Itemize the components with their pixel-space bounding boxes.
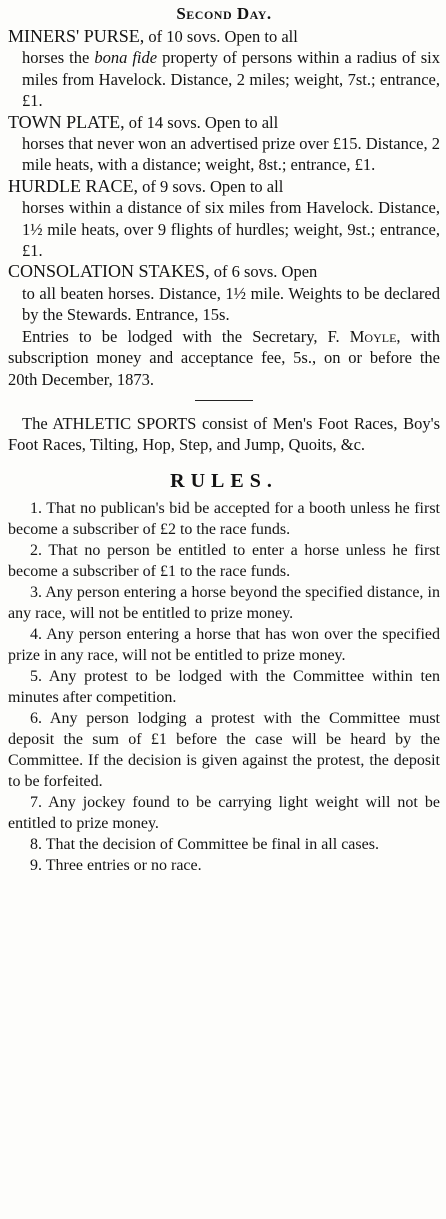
rule-item: 3. Any person entering a horse beyond the specified distance, in any race, will not be entitled to prize money. <box>8 583 440 622</box>
race-body-text: horses within a distance of six miles from Havelock. Distance, 1½ mile heats, over 9 flights of hurdles; weight, 9st.; entrance, £1. <box>22 198 440 261</box>
race-line1: of 14 sovs. Open to all <box>124 112 279 132</box>
race-body <box>8 283 440 326</box>
race-body-text: horses that never won an advertised prize over £15. Distance, 2 mile heats, with a distance; weight, 8st.; entrance, £1. <box>22 134 440 175</box>
race-line1: of 6 sovs. Open <box>209 262 318 282</box>
race-title: CONSOLATION STAKES, <box>8 261 210 282</box>
entries-text: Entries to be lodged with the Secretary, F. <box>22 326 350 346</box>
rules-heading: RULES. <box>170 469 278 492</box>
entries-paragraph <box>8 326 440 390</box>
rule-item: 8. That the decision of Committee be final in all cases. <box>30 835 379 853</box>
race-title: TOWN PLATE, <box>8 111 125 132</box>
race-body <box>8 197 440 261</box>
race-body-text: to all beaten horses. Distance, 1½ mile. Weights to be declared by the Stewards. Entrance, 15s. <box>22 283 440 325</box>
race-entry <box>8 176 440 262</box>
entries-text: , with subscription money and acceptance fee, 5s., on or before the 20th December, 1873. <box>8 326 440 389</box>
race-entry <box>8 261 440 325</box>
race-title: HURDLE RACE, <box>8 175 138 196</box>
rule-item: 7. Any jockey found to be carrying light weight will not be entitled to prize money. <box>8 793 440 832</box>
race-line1: of 9 sovs. Open to all <box>138 176 284 196</box>
rule-item: 1. That no publican's bid be accepted for a booth unless he first become a subscriber of £2 to the race funds. <box>8 499 440 538</box>
rules-list <box>8 498 440 876</box>
race-body-italic: bona fide <box>94 48 158 68</box>
day-heading: Second Day. <box>176 4 272 23</box>
race-title: MINERS' PURSE, <box>8 26 145 46</box>
rule-item: 6. Any person lodging a protest with the Committee must deposit the sum of £1 before the case will be heard by the Committee. If the decision is given against the protest, the deposit to be forfeited. <box>8 709 440 790</box>
rule-item: 9. Three entries or no race. <box>30 856 202 874</box>
race-entry <box>8 112 440 176</box>
race-entry <box>8 26 440 112</box>
race-body <box>8 47 440 111</box>
section-divider <box>195 400 253 401</box>
rule-item: 4. Any person entering a horse that has won over the specified prize in any race, will not be entitled to prize money. <box>8 625 440 664</box>
secretary-name: Moyle <box>349 326 397 346</box>
race-body <box>8 133 440 176</box>
race-body-text: horses the <box>22 48 95 68</box>
athletic-sports-notice: The ATHLETIC SPORTS consist of Men's Foot Races, Boy's Foot Races, Tilting, Hop, Step, and Jump, Quoits, &c. <box>8 413 440 455</box>
rule-item: 2. That no person be entitled to enter a horse unless he first become a subscriber of £1 to the race funds. <box>8 541 440 580</box>
rule-item: 5. Any protest to be lodged with the Committee within ten minutes after competition. <box>8 667 440 706</box>
race-line1: of 10 sovs. Open to all <box>144 27 298 46</box>
entries-notice <box>8 326 440 390</box>
race-body-text: property of persons within a radius of six miles from Havelock. Distance, 2 miles; weight, 7st.; entrance, £1. <box>22 48 440 111</box>
race-list <box>8 26 440 326</box>
